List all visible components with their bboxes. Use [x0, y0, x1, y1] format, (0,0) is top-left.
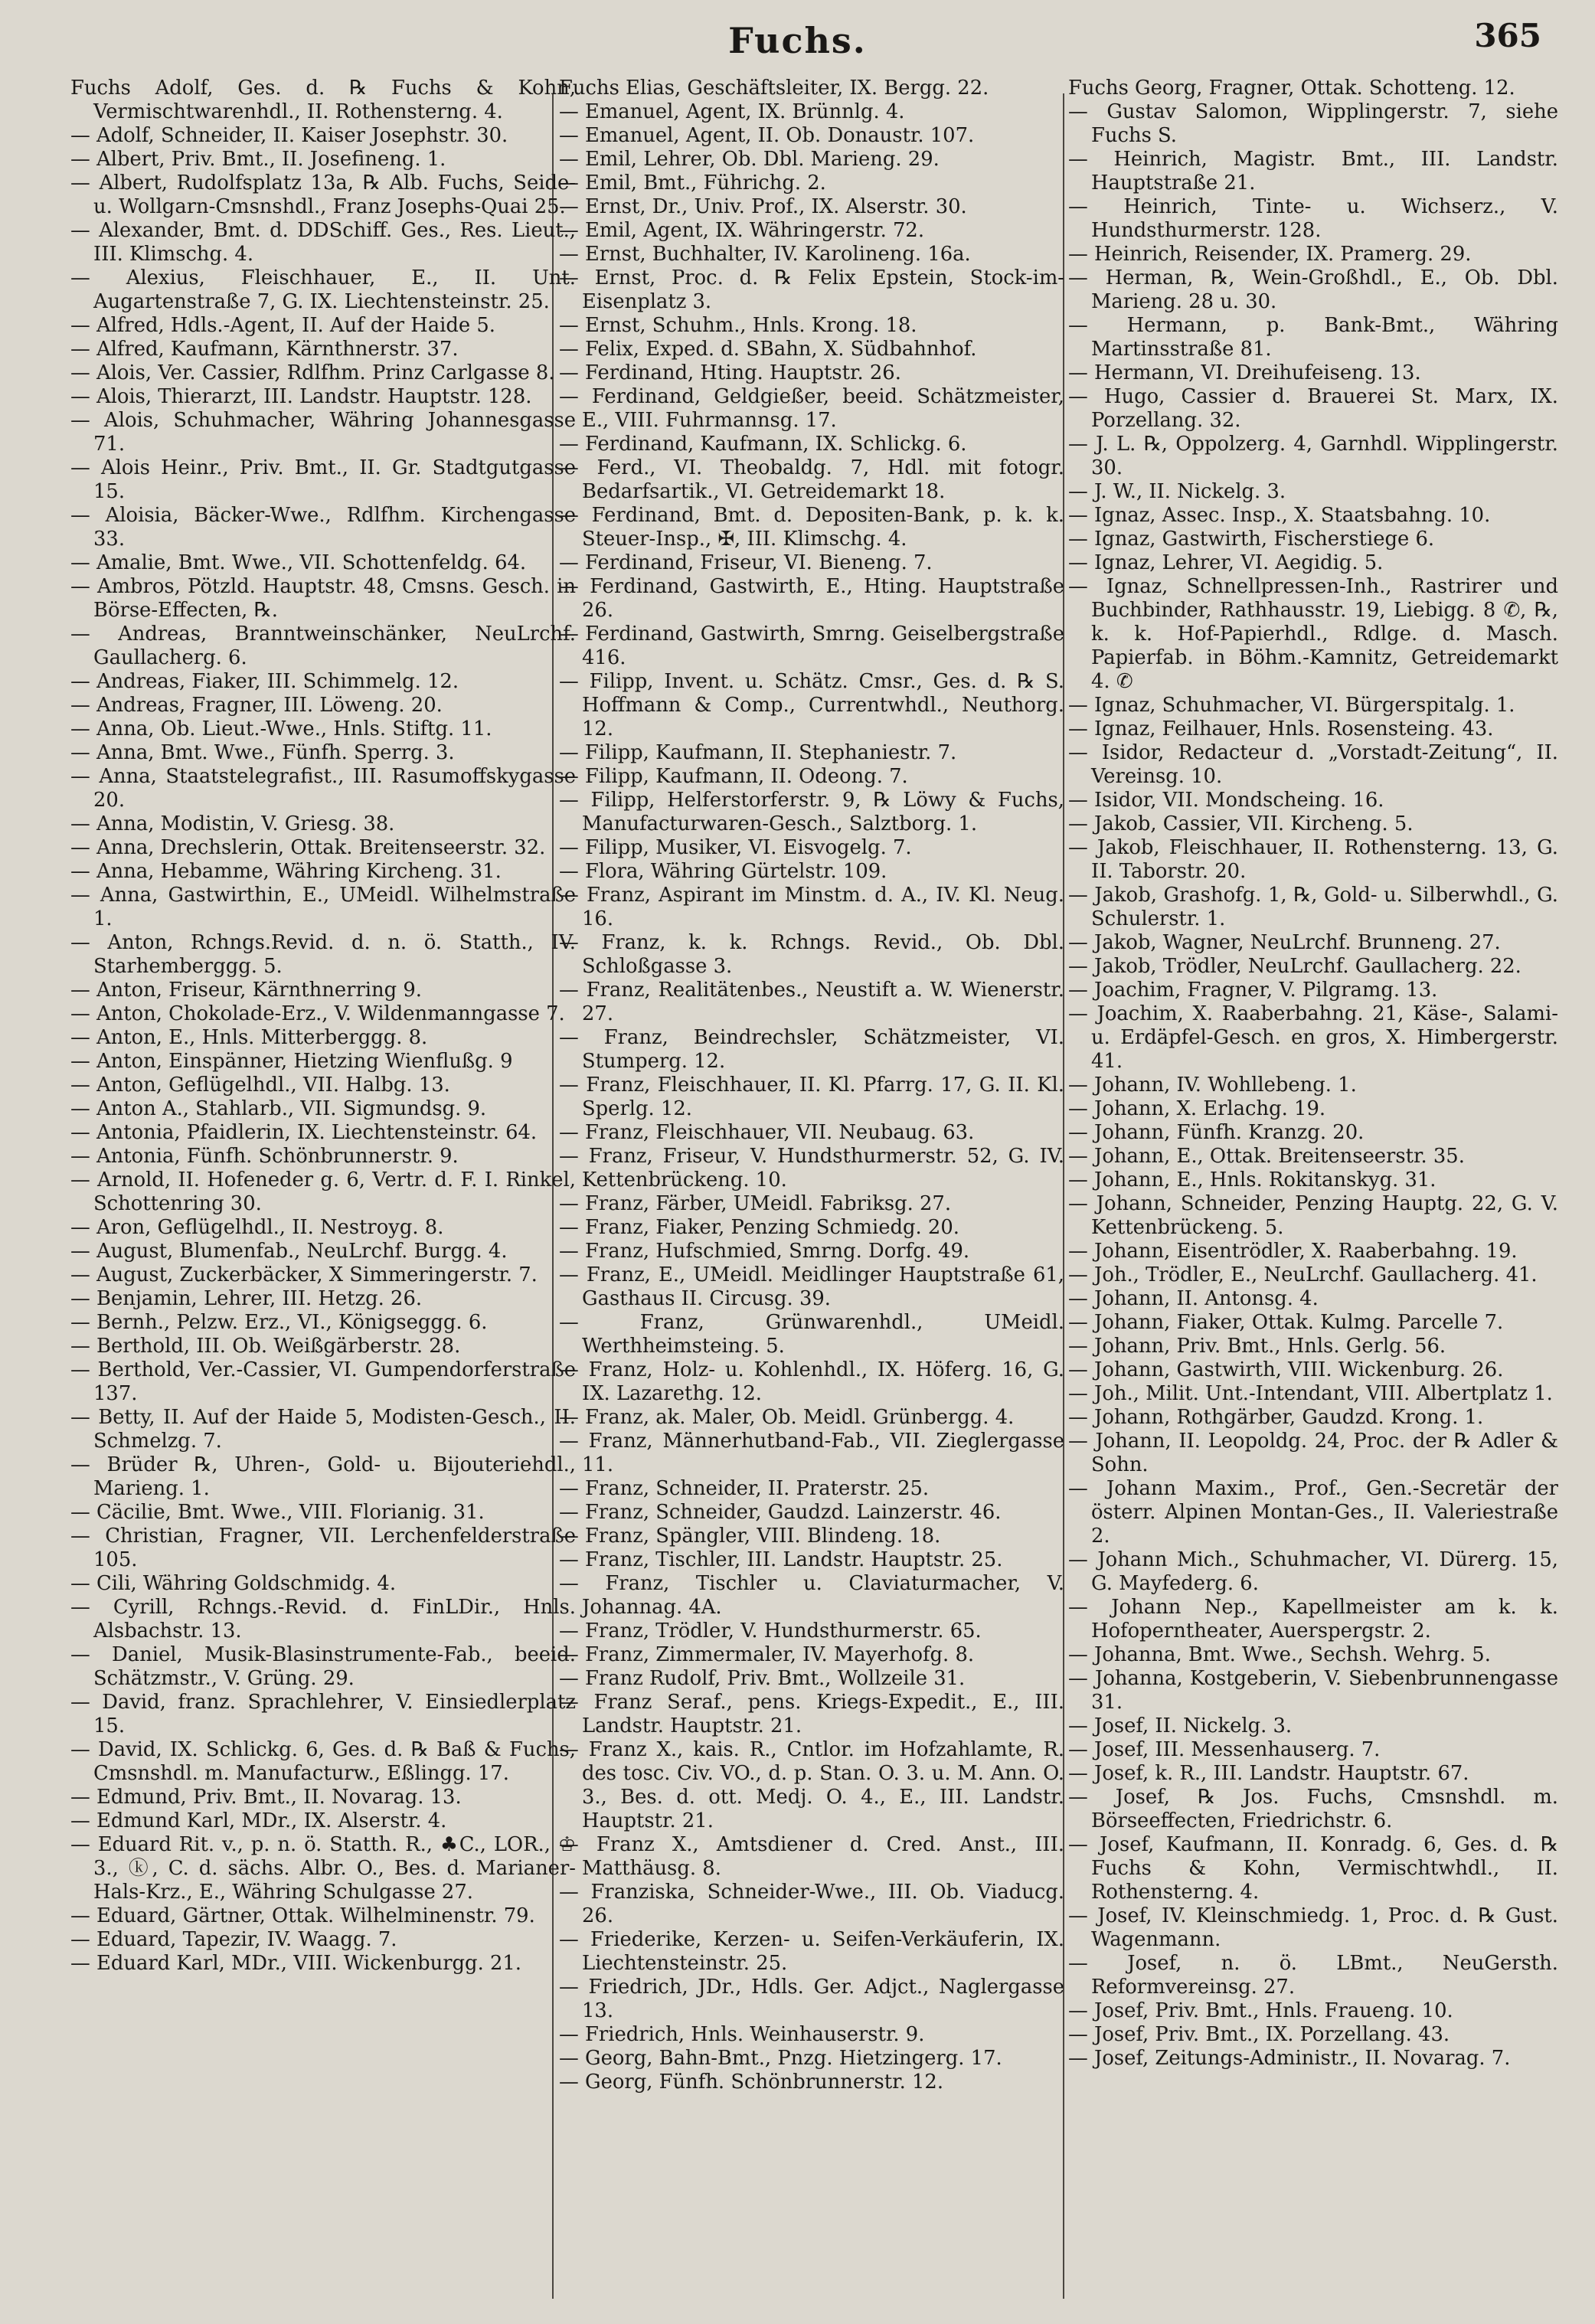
- directory-entry: — Ernst, Proc. d. ℞ Felix Epstein, Stock-im-Eisenplatz 3.: [559, 266, 1064, 313]
- directory-entry: — Jakob, Cassier, VII. Kircheng. 5.: [1068, 812, 1414, 835]
- directory-entry: — Heinrich, Reisender, IX. Pramerg. 29.: [1068, 243, 1472, 266]
- directory-entry: — Franz X., Amtsdiener d. Cred. Anst., III. Matthäusg. 8.: [559, 1833, 1064, 1880]
- directory-entry: — Ferdinand, Hting. Hauptstr. 26.: [559, 361, 901, 384]
- directory-entry: — Herman, ℞, Wein-Großhdl., E., Ob. Dbl. Marieng. 28 u. 30.: [1068, 266, 1558, 313]
- directory-entry: — Ignaz, Schnellpressen-Inh., Rastrirer und Buchbinder, Rathhausstr. 19, Liebigg. 8 ✆, ℞, k. k. Hof-Papierhdl., Rdlge. d. Masch. Papierfab. in Böhm.-Kamnitz, Getreidemarkt 4. ✆: [1068, 575, 1558, 693]
- directory-entry: — Benjamin, Lehrer, III. Hetzg. 26.: [70, 1287, 423, 1310]
- directory-entry: Fuchs Elias, Geschäftsleiter, IX. Bergg. 22.: [559, 77, 989, 100]
- directory-entry: — Adolf, Schneider, II. Kaiser Josephstr. 30.: [70, 124, 508, 147]
- directory-entry: — Johann Maxim., Prof., Gen.-Secretär der österr. Alpinen Montan-Ges., II. Valeriestraße 2.: [1068, 1477, 1558, 1548]
- directory-entry: — Hugo, Cassier d. Brauerei St. Marx, IX. Porzellang. 32.: [1068, 385, 1558, 432]
- directory-entry: — Franz, Zimmermaler, IV. Mayerhofg. 8.: [559, 1643, 975, 1666]
- directory-entry: — Alfred, Kaufmann, Kärnthnerstr. 37.: [70, 338, 459, 361]
- directory-entry: — Hermann, VI. Dreihufeiseng. 13.: [1068, 361, 1421, 384]
- directory-entry: — Anton A., Stahlarb., VII. Sigmundsg. 9.: [70, 1097, 487, 1120]
- directory-entry: — Emil, Lehrer, Ob. Dbl. Marieng. 29.: [559, 148, 940, 171]
- directory-entry: — Felix, Exped. d. SBahn, X. Südbahnhof.: [559, 338, 977, 361]
- directory-entry: — Brüder ℞, Uhren-, Gold- u. Bijouteriehdl., Marieng. 1.: [70, 1453, 576, 1500]
- directory-entry: — Cili, Währing Goldschmidg. 4.: [70, 1572, 397, 1595]
- directory-entry: — Andreas, Fragner, III. Löweng. 20.: [70, 694, 443, 717]
- directory-entry: — Ignaz, Assec. Insp., X. Staatsbahng. 10.: [1068, 504, 1491, 527]
- page-number: 365: [1474, 17, 1541, 54]
- directory-entry: — Filipp, Kaufmann, II. Stephaniestr. 7.: [559, 741, 957, 764]
- directory-entry: — Ernst, Schuhm., Hnls. Krong. 18.: [559, 314, 917, 337]
- directory-entry: — Cäcilie, Bmt. Wwe., VIII. Florianig. 31.: [70, 1501, 485, 1524]
- directory-entry: — Jakob, Grashofg. 1, ℞, Gold- u. Silberwhdl., G. Schulerstr. 1.: [1068, 884, 1558, 930]
- directory-entry: — Georg, Fünfh. Schönbrunnerstr. 12.: [559, 2071, 944, 2094]
- directory-column-1: [70, 77, 576, 2297]
- directory-entry: — Eduard Rit. v., p. n. ö. Statth. R., ♣C., LOR., ♔ 3., ⓚ, C. d. sächs. Albr. O., Bes. d. Marianer-Hals-Krz., E., Währing Schulgasse 27.: [70, 1833, 576, 1904]
- directory-entry: — Filipp, Helferstorferstr. 9, ℞ Löwy & Fuchs, Manufacturwaren-Gesch., Salztborg. 1.: [559, 789, 1064, 835]
- directory-entry: — Edmund Karl, MDr., IX. Alserstr. 4.: [70, 1809, 447, 1832]
- directory-entry: — Josef, k. R., III. Landstr. Hauptstr. 67.: [1068, 1762, 1469, 1785]
- directory-entry: — Johann, E., Hnls. Rokitanskyg. 31.: [1068, 1169, 1436, 1191]
- directory-entry: — Friedrich, Hnls. Weinhauserstr. 9.: [559, 2023, 925, 2046]
- directory-entry: — Anton, Geflügelhdl., VII. Halbg. 13.: [70, 1074, 450, 1097]
- directory-entry: — Anna, Bmt. Wwe., Fünfh. Sperrg. 3.: [70, 741, 455, 764]
- directory-entry: — Joh., Trödler, E., NeuLrchf. Gaullacherg. 41.: [1068, 1263, 1538, 1286]
- directory-entry: — Franz, Beindrechsler, Schätzmeister, VI. Stumperg. 12.: [559, 1026, 1064, 1073]
- directory-entry: — Josef, n. ö. LBmt., NeuGersth. Reformvereinsg. 27.: [1068, 1952, 1558, 1999]
- directory-entry: — Franz, Schneider, Gaudzd. Lainzerstr. 46.: [559, 1501, 1002, 1524]
- page-title: Fuchs.: [728, 20, 867, 61]
- directory-entry: — Georg, Bahn-Bmt., Pnzg. Hietzingerg. 17.: [559, 2047, 1002, 2070]
- directory-entry: — Franz, k. k. Rchngs. Revid., Ob. Dbl. Schloßgasse 3.: [559, 931, 1064, 978]
- directory-entry: — Johann, II. Antonsg. 4.: [1068, 1287, 1319, 1310]
- directory-entry: Fuchs Georg, Fragner, Ottak. Schotteng. 12.: [1068, 77, 1515, 100]
- directory-entry: — Andreas, Branntweinschänker, NeuLrchf. Gaullacherg. 6.: [70, 623, 576, 669]
- directory-entry: — Josef, III. Messenhauserg. 7.: [1068, 1738, 1381, 1761]
- directory-entry: — Ernst, Dr., Univ. Prof., IX. Alserstr. 30.: [559, 195, 967, 218]
- directory-entry: — Anna, Ob. Lieut.-Wwe., Hnls. Stiftg. 11.: [70, 717, 492, 740]
- directory-entry: — Ferdinand, Gastwirth, E., Hting. Hauptstraße 26.: [559, 575, 1064, 622]
- directory-entry: — Ambros, Pötzld. Hauptstr. 48, Cmsns. Gesch. in Börse-Effecten, ℞.: [70, 575, 576, 622]
- directory-entry: — Alois Heinr., Priv. Bmt., II. Gr. Stadtgutgasse 15.: [70, 456, 576, 503]
- directory-entry: — Franz, ak. Maler, Ob. Meidl. Grünbergg. 4.: [559, 1406, 1015, 1429]
- directory-entry: — Josef, Kaufmann, II. Konradg. 6, Ges. d. ℞ Fuchs & Kohn, Vermischtwhdl., II. Rothensterng. 4.: [1068, 1833, 1558, 1904]
- directory-entry: — Anna, Gastwirthin, E., UMeidl. Wilhelmstraße 1.: [70, 884, 576, 930]
- directory-entry: — Heinrich, Magistr. Bmt., III. Landstr. Hauptstraße 21.: [1068, 148, 1558, 194]
- directory-entry: — Christian, Fragner, VII. Lerchenfelderstraße 105.: [70, 1525, 576, 1571]
- directory-entry: — Anton, Rchngs.Revid. d. n. ö. Statth., IV. Starhemberggg. 5.: [70, 931, 576, 978]
- directory-entry: — Johanna, Kostgeberin, V. Siebenbrunnengasse 31.: [1068, 1667, 1558, 1714]
- directory-entry: — Ignaz, Schuhmacher, VI. Bürgerspitalg. 1.: [1068, 694, 1515, 717]
- directory-entry: — Anna, Drechslerin, Ottak. Breitenseerstr. 32.: [70, 836, 546, 859]
- directory-entry: — Franz, Fleischhauer, VII. Neubaug. 63.: [559, 1121, 975, 1144]
- directory-entry: — Ferdinand, Bmt. d. Depositen-Bank, p. k. k. Steuer-Insp., ✠, III. Klimschg. 4.: [559, 504, 1064, 551]
- directory-entry: — Franz, Hufschmied, Smrng. Dorfg. 49.: [559, 1240, 970, 1263]
- directory-entry: — Flora, Währing Gürtelstr. 109.: [559, 860, 887, 883]
- directory-entry: — Ernst, Buchhalter, IV. Karolineng. 16a.: [559, 243, 971, 266]
- directory-entry: — Franz, Fleischhauer, II. Kl. Pfarrg. 17, G. II. Kl. Sperlg. 12.: [559, 1074, 1064, 1120]
- directory-entry: — Franz, Tischler u. Claviaturmacher, V. Johannag. 4A.: [559, 1572, 1064, 1619]
- directory-entry: Fuchs Adolf, Ges. d. ℞ Fuchs & Kohn, Vermischtwarenhdl., II. Rothensterng. 4.: [70, 77, 576, 123]
- directory-entry: — David, IX. Schlickg. 6, Ges. d. ℞ Baß & Fuchs, Cmsnshdl. m. Manufacturw., Eßlingg. 17.: [70, 1738, 576, 1785]
- directory-entry: — Eduard Karl, MDr., VIII. Wickenburgg. 21.: [70, 1952, 521, 1975]
- directory-entry: — Josef, IV. Kleinschmiedg. 1, Proc. d. ℞ Gust. Wagenmann.: [1068, 1904, 1558, 1951]
- directory-entry: — Bernh., Pelzw. Erz., VI., Königseggg. 6.: [70, 1311, 488, 1334]
- directory-entry: — David, franz. Sprachlehrer, V. Einsiedlerplatz 15.: [70, 1691, 576, 1737]
- directory-entry: — Betty, II. Auf der Haide 5, Modisten-Gesch., II. Schmelzg. 7.: [70, 1406, 576, 1453]
- directory-entry: — Antonia, Fünfh. Schönbrunnerstr. 9.: [70, 1145, 459, 1168]
- directory-entry: — Franz X., kais. R., Cntlor. im Hofzahlamte, R. des tosc. Civ. VO., d. p. Stan. O. 3. u. M. Ann. O. 3., Bes. d. ott. Medj. O. 4., E., III. Landstr. Hauptstr. 21.: [559, 1738, 1064, 1832]
- directory-entry: — Anna, Hebamme, Währing Kircheng. 31.: [70, 860, 502, 883]
- directory-entry: — Johann, E., Ottak. Breitenseerstr. 35.: [1068, 1145, 1465, 1168]
- directory-entry: — Johann, Schneider, Penzing Hauptg. 22, G. V. Kettenbrückeng. 5.: [1068, 1192, 1558, 1239]
- directory-entry: — Johann Mich., Schuhmacher, VI. Dürerg. 15, G. Mayfederg. 6.: [1068, 1548, 1558, 1595]
- directory-entry: — Johann Nep., Kapellmeister am k. k. Hofoperntheater, Auerspergstr. 2.: [1068, 1596, 1558, 1642]
- directory-entry: — Johann, Rothgärber, Gaudzd. Krong. 1.: [1068, 1406, 1484, 1429]
- directory-entry: — Jakob, Wagner, NeuLrchf. Brunneng. 27.: [1068, 931, 1501, 954]
- directory-entry: — Franziska, Schneider-Wwe., III. Ob. Viaducg. 26.: [559, 1881, 1064, 1927]
- directory-entry: — Isidor, VII. Mondscheing. 16.: [1068, 789, 1384, 812]
- directory-entry: — Franz, Färber, UMeidl. Fabriksg. 27.: [559, 1192, 952, 1215]
- directory-entry: — Johann, Gastwirth, VIII. Wickenburg. 26.: [1068, 1358, 1504, 1381]
- directory-entry: — Franz, Aspirant im Minstm. d. A., IV. Kl. Neug. 16.: [559, 884, 1064, 930]
- directory-entry: — Ferdinand, Gastwirth, Smrng. Geiselbergstraße 416.: [559, 623, 1064, 669]
- directory-entry: — Franz Seraf., pens. Kriegs-Expedit., E., III. Landstr. Hauptstr. 21.: [559, 1691, 1064, 1737]
- directory-entry: — Franz, Trödler, V. Hundsthurmerstr. 65.: [559, 1620, 982, 1642]
- directory-entry: — Franz Rudolf, Priv. Bmt., Wollzeile 31.: [559, 1667, 966, 1690]
- directory-entry: — Johann, X. Erlachg. 19.: [1068, 1097, 1326, 1120]
- directory-entry: — Ferdinand, Geldgießer, beeid. Schätzmeister, E., VIII. Fuhrmannsg. 17.: [559, 385, 1064, 432]
- directory-entry: — Alfred, Hdls.-Agent, II. Auf der Haide 5.: [70, 314, 495, 337]
- directory-entry: — Filipp, Invent. u. Schätz. Cmsr., Ges. d. ℞ S. Hoffmann & Comp., Currentwhdl., Neuthorg. 12.: [559, 670, 1064, 740]
- directory-entry: — Ferdinand, Kaufmann, IX. Schlickg. 6.: [559, 433, 967, 456]
- page-header: [0, 14, 1595, 75]
- directory-entry: — Arnold, II. Hofeneder g. 6, Vertr. d. F. I. Rinkel, Schottenring 30.: [70, 1169, 576, 1215]
- directory-entry: — Franz, Schneider, II. Praterstr. 25.: [559, 1477, 930, 1500]
- directory-entry: — Filipp, Kaufmann, II. Odeong. 7.: [559, 765, 908, 788]
- directory-entry: — Anton, Chokolade-Erz., V. Wildenmanngasse 7.: [70, 1002, 565, 1025]
- directory-entry: — Cyrill, Rchngs.-Revid. d. FinLDir., Hnls. Alsbachstr. 13.: [70, 1596, 576, 1642]
- directory-entry: — Ferdinand, Friseur, VI. Bieneng. 7.: [559, 551, 933, 574]
- directory-entry: — Johann, Eisentrödler, X. Raaberbahng. 19.: [1068, 1240, 1518, 1263]
- directory-entry: — Josef, Priv. Bmt., IX. Porzellang. 43.: [1068, 2023, 1450, 2046]
- directory-entry: — Anna, Staatstelegrafist., III. Rasumoffskygasse 20.: [70, 765, 576, 812]
- directory-entry: — Isidor, Redacteur d. „Vorstadt-Zeitung“, II. Vereinsg. 10.: [1068, 741, 1558, 788]
- directory-entry: — Johann, IV. Wohllebeng. 1.: [1068, 1074, 1357, 1097]
- directory-entry: — J. W., II. Nickelg. 3.: [1068, 480, 1286, 503]
- directory-entry: — Ignaz, Lehrer, VI. Aegidig. 5.: [1068, 551, 1384, 574]
- directory-entry: — Anton, Friseur, Kärnthnerring 9.: [70, 979, 422, 1002]
- directory-entry: — Friedrich, JDr., Hdls. Ger. Adjct., Naglergasse 13.: [559, 1976, 1064, 2022]
- directory-entry: — Amalie, Bmt. Wwe., VII. Schottenfeldg. 64.: [70, 551, 527, 574]
- directory-entry: — Hermann, p. Bank-Bmt., Währing Martinsstraße 81.: [1068, 314, 1558, 361]
- directory-entry: — Andreas, Fiaker, III. Schimmelg. 12.: [70, 670, 459, 693]
- directory-entry: — Franz, Grünwarenhdl., UMeidl. Werthheimsteing. 5.: [559, 1311, 1064, 1358]
- directory-entry: — Heinrich, Tinte- u. Wichserz., V. Hundsthurmerstr. 128.: [1068, 195, 1558, 242]
- directory-entry: — Johann, Priv. Bmt., Hnls. Gerlg. 56.: [1068, 1335, 1446, 1358]
- directory-entry: — Joachim, Fragner, V. Pilgramg. 13.: [1068, 979, 1438, 1002]
- directory-entry: — Daniel, Musik-Blasinstrumente-Fab., beeid. Schätzmstr., V. Grüng. 29.: [70, 1643, 576, 1690]
- directory-entry: — Franz, Realitätenbes., Neustift a. W. Wienerstr. 27.: [559, 979, 1064, 1025]
- directory-entry: — Anton, Einspänner, Hietzing Wienflußg. 9: [70, 1050, 513, 1073]
- directory-entry: — Alois, Ver. Cassier, Rdlfhm. Prinz Carlgasse 8.: [70, 361, 555, 384]
- directory-entry: — Emil, Bmt., Führichg. 2.: [559, 172, 826, 194]
- directory-entry: — Franz, Fiaker, Penzing Schmiedg. 20.: [559, 1216, 959, 1239]
- directory-entry: — Alois, Schuhmacher, Währing Johannesgasse 71.: [70, 409, 576, 456]
- directory-entry: — Jakob, Fleischhauer, II. Rothensterng. 13, G. II. Taborstr. 20.: [1068, 836, 1558, 883]
- directory-entry: — Emanuel, Agent, II. Ob. Donaustr. 107.: [559, 124, 975, 147]
- directory-entry: — Franz, Männerhutband-Fab., VII. Zieglergasse 11.: [559, 1430, 1064, 1476]
- directory-entry: — August, Zuckerbäcker, X Simmeringerstr. 7.: [70, 1263, 538, 1286]
- directory-entry: — Friederike, Kerzen- u. Seifen-Verkäuferin, IX. Liechtensteinstr. 25.: [559, 1928, 1064, 1975]
- directory-entry: — Ignaz, Gastwirth, Fischerstiege 6.: [1068, 528, 1435, 551]
- directory-entry: — Berthold, Ver.-Cassier, VI. Gumpendorferstraße 137.: [70, 1358, 576, 1405]
- directory-entry: — Emanuel, Agent, IX. Brünnlg. 4.: [559, 100, 905, 123]
- directory-column-2: [559, 77, 1064, 2297]
- directory-entry: — Franz, Spängler, VIII. Blindeng. 18.: [559, 1525, 941, 1548]
- directory-entry: — Johann, Fiaker, Ottak. Kulmg. Parcelle 7.: [1068, 1311, 1504, 1334]
- directory-entry: — Jakob, Trödler, NeuLrchf. Gaullacherg. 22.: [1068, 955, 1521, 978]
- directory-entry: — Ferd., VI. Theobaldg. 7, Hdl. mit fotogr. Bedarfsartik., VI. Getreidemarkt 18.: [559, 456, 1064, 503]
- directory-entry: — Franz, Holz- u. Kohlenhdl., IX. Höferg. 16, G. IX. Lazarethg. 12.: [559, 1358, 1064, 1405]
- directory-entry: — August, Blumenfab., NeuLrchf. Burgg. 4.: [70, 1240, 508, 1263]
- directory-entry: — Joachim, X. Raaberbahng. 21, Käse-, Salami- u. Erdäpfel-Gesch. en gros, X. Himbergerstr. 41.: [1068, 1002, 1558, 1073]
- directory-entry: — Johanna, Bmt. Wwe., Sechsh. Wehrg. 5.: [1068, 1643, 1491, 1666]
- directory-entry: — Franz, E., UMeidl. Meidlinger Hauptstraße 61, Gasthaus II. Circusg. 39.: [559, 1263, 1064, 1310]
- directory-entry: — Alexander, Bmt. d. DDSchiff. Ges., Res. Lieut., III. Klimschg. 4.: [70, 219, 576, 266]
- directory-entry: — Aron, Geflügelhdl., II. Nestroyg. 8.: [70, 1216, 444, 1239]
- directory-entry: — Franz, Tischler, III. Landstr. Hauptstr. 25.: [559, 1548, 1003, 1571]
- directory-entry: — Emil, Agent, IX. Währingerstr. 72.: [559, 219, 925, 242]
- directory-entry: — Eduard, Tapezir, IV. Waagg. 7.: [70, 1928, 397, 1951]
- directory-entry: — Alexius, Fleischhauer, E., II. Unt. Augartenstraße 7, G. IX. Liechtensteinstr. 25.: [70, 266, 576, 313]
- directory-entry: — Antonia, Pfaidlerin, IX. Liechtensteinstr. 64.: [70, 1121, 538, 1144]
- directory-column-3: [1068, 77, 1558, 2297]
- directory-entry: — Franz, Friseur, V. Hundsthurmerstr. 52, G. IV. Kettenbrückeng. 10.: [559, 1145, 1064, 1191]
- directory-entry: — Albert, Rudolfsplatz 13a, ℞ Alb. Fuchs, Seide- u. Wollgarn-Cmsnshdl., Franz Josephs-Quai 25.: [70, 172, 576, 218]
- directory-entry: — Albert, Priv. Bmt., II. Josefineng. 1.: [70, 148, 446, 171]
- directory-entry: — Edmund, Priv. Bmt., II. Novarag. 13.: [70, 1786, 462, 1809]
- directory-entry: — Berthold, III. Ob. Weißgärberstr. 28.: [70, 1335, 461, 1358]
- directory-entry: — Johann, II. Leopoldg. 24, Proc. der ℞ Adler & Sohn.: [1068, 1430, 1558, 1476]
- directory-entry: — Aloisia, Bäcker-Wwe., Rdlfhm. Kirchengasse 33.: [70, 504, 576, 551]
- directory-entry: — Alois, Thierarzt, III. Landstr. Hauptstr. 128.: [70, 385, 532, 408]
- directory-entry: — Eduard, Gärtner, Ottak. Wilhelminenstr. 79.: [70, 1904, 535, 1927]
- directory-entry: — Johann, Fünfh. Kranzg. 20.: [1068, 1121, 1365, 1144]
- directory-entry: — Ignaz, Feilhauer, Hnls. Rosensteing. 43.: [1068, 717, 1494, 740]
- directory-entry: — Josef, Zeitungs-Administr., II. Novarag. 7.: [1068, 2047, 1511, 2070]
- directory-entry: — Filipp, Musiker, VI. Eisvogelg. 7.: [559, 836, 912, 859]
- directory-entry: — J. L. ℞, Oppolzerg. 4, Garnhdl. Wipplingerstr. 30.: [1068, 433, 1558, 479]
- directory-entry: — Josef, ℞ Jos. Fuchs, Cmsnshdl. m. Börseeffecten, Friedrichstr. 6.: [1068, 1786, 1558, 1832]
- directory-entry: — Anton, E., Hnls. Mitterberggg. 8.: [70, 1026, 428, 1049]
- directory-entry: — Josef, Priv. Bmt., Hnls. Fraueng. 10.: [1068, 1999, 1453, 2022]
- directory-entry: — Gustav Salomon, Wipplingerstr. 7, siehe Fuchs S.: [1068, 100, 1558, 147]
- directory-entry: — Josef, II. Nickelg. 3.: [1068, 1714, 1293, 1737]
- directory-entry: — Joh., Milit. Unt.-Intendant, VIII. Albertplatz 1.: [1068, 1382, 1553, 1405]
- directory-entry: — Anna, Modistin, V. Griesg. 38.: [70, 812, 395, 835]
